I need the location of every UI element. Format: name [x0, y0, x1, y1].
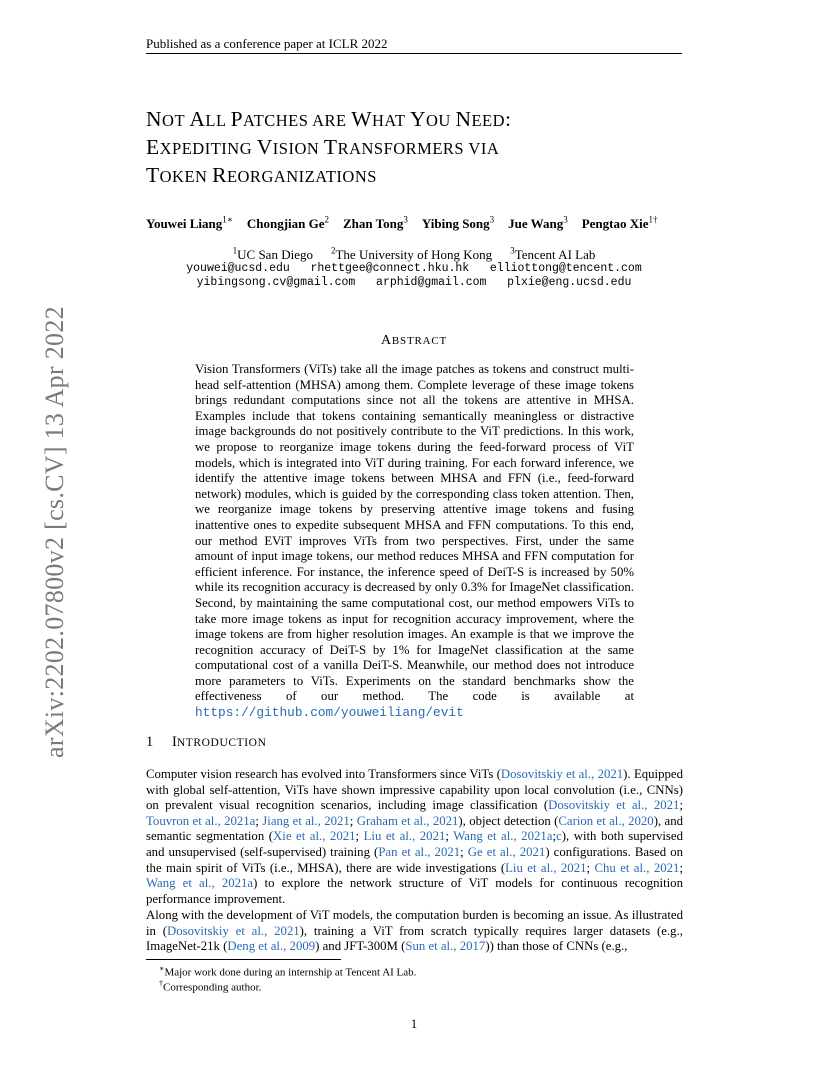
abstract-heading: ABSTRACT [380, 333, 448, 348]
citation-link[interactable]: Ge et al., 2021 [467, 844, 546, 859]
author-affiliation-mark: 1∗ [222, 215, 233, 225]
page-number: 1 [410, 1016, 418, 1031]
paragraph-text: ; [355, 829, 364, 844]
author-affiliation-mark: 3 [489, 215, 495, 225]
paragraph-text: ), training a ViT from scratch typically requires larger datasets (e.g., ImageNet-21k ( [146, 923, 683, 954]
title-segment: R [212, 163, 227, 187]
title-segment: LL [205, 111, 231, 130]
paragraph-text: ). Equipped with global self-attention, ViTs have shown impressive capability upon local convolution (i.e., CNNs) on prevalent visual recognition scenarios, including image classification ( [146, 767, 683, 813]
author [343, 216, 408, 231]
arxiv-stamp[interactable]: arXiv:2202.07800v2 [cs.CV] 13 Apr 2022 [40, 306, 69, 758]
author [247, 216, 329, 231]
paper-title [146, 106, 512, 190]
citation-link[interactable]: Dosovitskiy et al., 2021 [167, 923, 300, 938]
title-segment: : [505, 107, 512, 131]
paragraph-text: ; [460, 844, 468, 859]
affiliation-mark: 3 [510, 246, 515, 256]
header-rule [146, 53, 682, 54]
title-segment: Y [409, 107, 426, 131]
author-name: Yibing Song [421, 216, 490, 232]
title-segment: OU [425, 111, 456, 130]
paragraph-text: Along with the development of ViT models, the computation burden is becoming an issue. As illustrated in ( [146, 908, 683, 938]
section-number: 1 [146, 734, 154, 750]
paragraph-text: Computer vision research has evolved into Transformers since ViTs ( [146, 767, 501, 781]
paragraph-text: ; [679, 798, 683, 813]
title-line-1 [146, 106, 512, 134]
title-segment: E [146, 135, 160, 159]
citation-link[interactable]: Chu et al., 2021 [594, 860, 680, 875]
paragraph-text: ), and semantic segmentation ( [146, 813, 683, 844]
paragraph-text: ; [552, 829, 557, 844]
title-segment: HAT [372, 111, 410, 130]
emails-line-1: youwei@ucsd.edu rhettgee@connect.hku.hk elliottong@tencent.com [186, 262, 642, 275]
author-list [146, 215, 686, 232]
author-name: Youwei Liang [146, 216, 223, 232]
footnote-2: †Corresponding author. [159, 979, 262, 994]
paragraph-text: ; [679, 860, 683, 875]
paragraph-text: ) and JFT-300M ( [315, 939, 406, 954]
title-segment: T [146, 163, 160, 187]
title-segment: A [189, 107, 206, 131]
section-heading-introduction: 1 INTRODUCTION [146, 734, 267, 750]
title-segment: ISION [272, 139, 324, 158]
title-segment: N [146, 107, 163, 131]
paragraph-text: ; [349, 813, 357, 828]
title-segment: XPEDITING [159, 139, 257, 158]
citation-link[interactable]: Liu et al., 2021 [363, 829, 446, 844]
citation-link[interactable]: Sun et al., 2017 [405, 939, 486, 954]
author-name: Zhan Tong [343, 216, 404, 232]
paragraph-text: ) configurations. Based on the main spirit of ViTs (i.e., MHSA), there are wide investigations ( [146, 844, 683, 875]
author-affiliation-mark: 2 [324, 215, 329, 225]
affiliation-mark: 1 [232, 246, 238, 256]
abstract-body [195, 362, 634, 721]
affiliations [146, 246, 682, 263]
affiliation-name: Tencent AI Lab [514, 247, 596, 263]
title-segment: OT [162, 111, 190, 130]
title-line-3 [146, 162, 512, 190]
citation-link[interactable]: Xie et al., 2021 [273, 829, 356, 844]
footnote-1: ∗Major work done during an internship at Tencent AI Lab. [159, 964, 417, 979]
affiliation-mark: 2 [330, 246, 336, 256]
affiliation-name: UC San Diego [237, 247, 313, 263]
citation-link[interactable]: Touvron et al., 2021a [146, 813, 256, 828]
citation-link[interactable]: Carion et al., 2020 [558, 813, 654, 828]
author [146, 216, 233, 231]
author [422, 216, 494, 231]
author-name: Chongjian Ge [246, 216, 325, 232]
title-segment: P [230, 107, 244, 131]
emails-line-2: yibingsong.cv@gmail.com arphid@gmail.com plxie@eng.ucsd.edu [196, 276, 632, 289]
citation-link[interactable]: Wang et al., 2021a [146, 876, 254, 891]
citation-link[interactable]: c [556, 829, 562, 844]
citation-link[interactable]: Deng et al., 2009 [227, 939, 316, 954]
title-segment: V [256, 135, 273, 159]
title-segment: EED [471, 111, 506, 130]
author-emails [146, 262, 682, 290]
abstract-text: Vision Transformers (ViTs) take all the image patches as tokens and construct multi-head self-attention (MHSA) among them. Complete leverage of these image tokens brings redundant computations since not all the tokens are attentive in MHSA. Examples include that tokens containing semantically meaningless or distractive image backgrounds do not positively contribute to the ViT predictions. In this work, we propose to reorganize image tokens during the feed-forward process of ViT models, which is integrated into ViT during training. For each forward inference, we identify the attentive image tokens between MHSA and FFN (i.e., feed-forward network) modules, which is guided by the corresponding class token attention. Then, we reorganize image tokens by preserving attentive image tokens and fusing inattentive ones to expedite subsequent MHSA and FFN computations. To this end, our method EViT improves ViTs from two perspectives. First, under the same amount of input image tokens, our method reduces MHSA and FFN computation for efficient inference. For instance, the inference speed of DeiT-S is increased by 50% while its recognition accuracy is decreased by only 0.3% for ImageNet classification. Second, by maintaining the same computational cost, our method empowers ViTs to take more image tokens as input for recognition accuracy improvement, where the image tokens are from higher resolution images. An example is that we improve the recognition accuracy of DeiT-S by 1% for ImageNet classification at the same computational cost of a vanilla DeiT-S. Meanwhile, our method does not introduce more parameters to ViTs. Experiments on the standard benchmarks show the effectiveness of our method. The code is available at [195, 362, 634, 704]
title-segment: N [455, 107, 472, 131]
paragraph-text: ; [255, 813, 263, 828]
author-affiliation-mark: 3 [403, 215, 408, 225]
affiliation [331, 247, 492, 262]
author-name: Jue Wang [508, 216, 564, 232]
citation-link[interactable]: Liu et al., 2021 [505, 860, 587, 875]
citation-link[interactable]: Graham et al., 2021 [356, 813, 459, 828]
author-affiliation-mark: 3 [563, 215, 568, 225]
citation-link[interactable]: Pan et al., 2021 [378, 844, 461, 859]
citation-link[interactable]: Dosovitskiy et al., 2021 [548, 798, 680, 813]
citation-link[interactable]: Wang et al., 2021a [453, 829, 553, 844]
author-name: Pengtao Xie [581, 216, 649, 232]
author [508, 216, 568, 231]
intro-paragraph-2 [146, 908, 683, 955]
affiliation-name: The University of Hong Kong [335, 247, 493, 263]
author [582, 216, 658, 231]
code-link[interactable]: https://github.com/youweiliang/evit [195, 705, 464, 721]
title-segment: OKEN [159, 167, 213, 186]
affiliation [233, 247, 313, 262]
title-line-2 [146, 134, 512, 162]
title-segment: RANSFORMERS VIA [337, 139, 500, 158]
paragraph-text: ; [445, 829, 454, 844]
title-segment: EORGANIZATIONS [226, 167, 377, 186]
paragraph-text: )) than those of CNNs (e.g., [485, 939, 628, 954]
intro-paragraph-1 [146, 767, 683, 907]
paragraph-text: ) to explore the network structure of ViT models for continuous recognition performance improvement. [146, 876, 683, 906]
title-segment: W [351, 107, 373, 131]
footnote-rule [146, 959, 341, 960]
citation-link[interactable]: Jiang et al., 2021 [262, 813, 350, 828]
running-header: Published as a conference paper at ICLR 2022 [146, 36, 388, 51]
paragraph-text: ), object detection ( [458, 813, 559, 828]
paragraph-text: ; [586, 860, 595, 875]
title-segment: ATCHES ARE [243, 111, 352, 130]
author-affiliation-mark: 1† [648, 215, 658, 225]
paragraph-text: ), with both supervised and unsupervised (self-supervised) training ( [146, 829, 683, 859]
citation-link[interactable]: Dosovitskiy et al., 2021 [500, 767, 624, 781]
affiliation [510, 247, 595, 262]
title-segment: T [323, 135, 338, 159]
